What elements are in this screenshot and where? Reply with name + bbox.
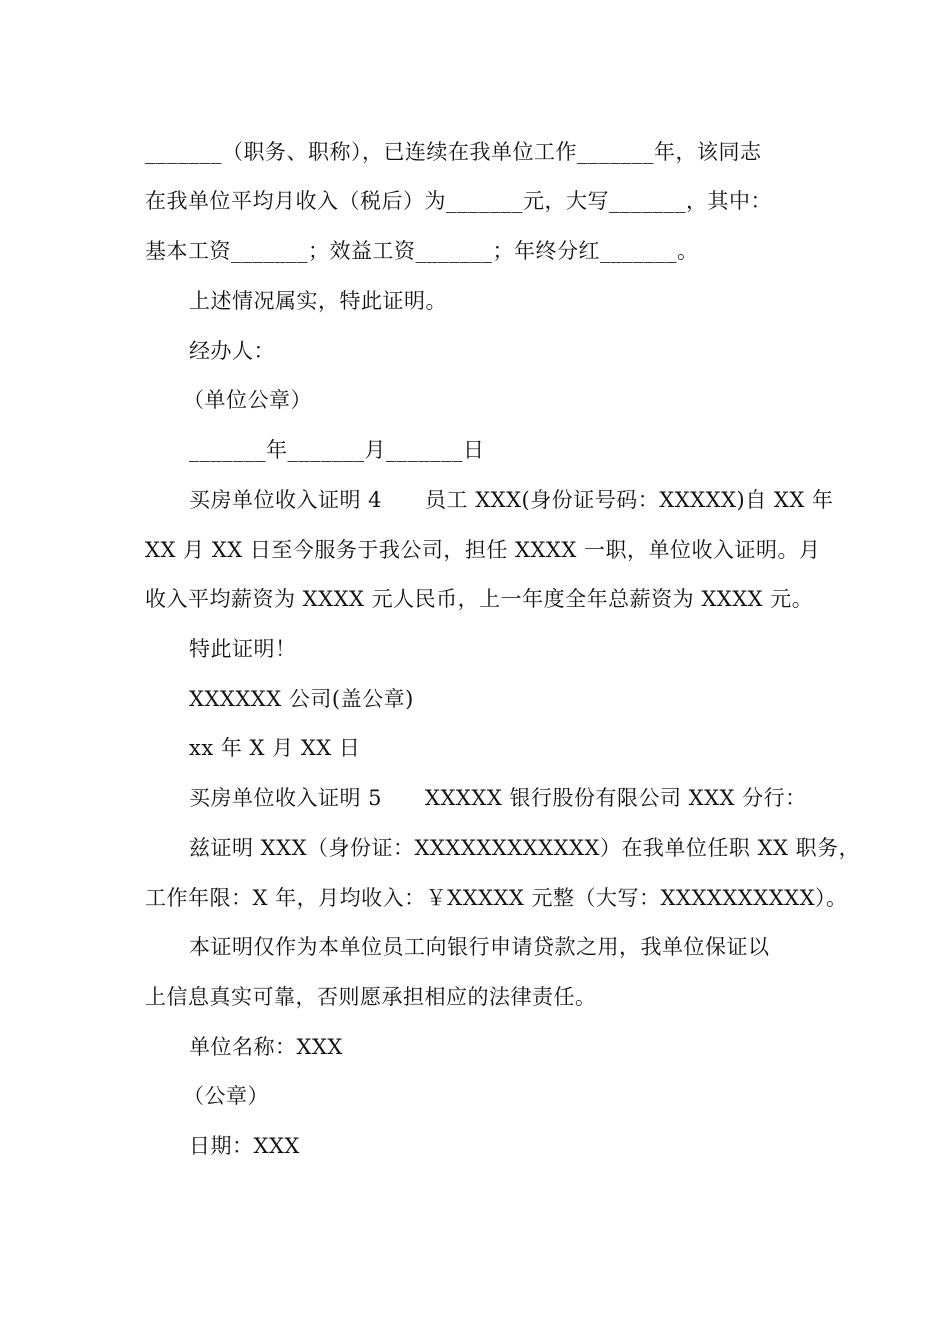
text-line-10: 收入平均薪资为 XXXX 元人民币，上一年度全年总薪资为 XXXX 元。 [145,587,814,611]
text-line-2: 在我单位平均月收入（税后）为_______元，大写_______，其中： [145,189,772,213]
text-line-13: xx 年 X 月 XX 日 [189,736,361,760]
text-line-19: 单位名称：XXX [189,1035,343,1059]
text-line-11: 特此证明！ [189,637,297,661]
text-line-20: （公章） [183,1084,269,1108]
text-line-17: 本证明仅作为本单位员工向银行申请贷款之用，我单位保证以 [189,935,770,959]
text-line-14: 买房单位收入证明 5 XXXXX 银行股份有限公司 XXX 分行： [189,786,807,810]
text-line-18: 上信息真实可靠，否则愿承担相应的法律责任。 [145,985,597,1009]
text-line-9: XX 月 XX 日至今服务于我公司，担任 XXXX 一职，单位收入证明。月 [145,538,821,562]
text-line-15: 兹证明 XXX（身份证：XXXXXXXXXXXX）在我单位任职 XX 职务， [189,836,861,860]
text-line-12: XXXXXX 公司(盖公章) [189,687,414,711]
text-line-5: 经办人： [189,339,275,363]
text-line-6: （单位公章） [183,388,312,412]
text-line-21: 日期：XXX [189,1134,300,1158]
text-line-1: _______（职务、职称），已连续在我单位工作_______年，该同志 [145,140,762,164]
text-line-7: _______年_______月_______日 [189,438,485,462]
text-line-16: 工作年限：X 年，月均收入：￥XXXXX 元整（大写：XXXXXXXXXX）。 [145,886,848,910]
text-line-3: 基本工资_______；效益工资_______；年终分红_______。 [145,239,699,263]
text-line-4: 上述情况属实，特此证明。 [189,289,447,313]
text-line-8: 买房单位收入证明 4 员工 XXX(身份证号码：XXXXX)自 XX 年 [189,488,834,512]
